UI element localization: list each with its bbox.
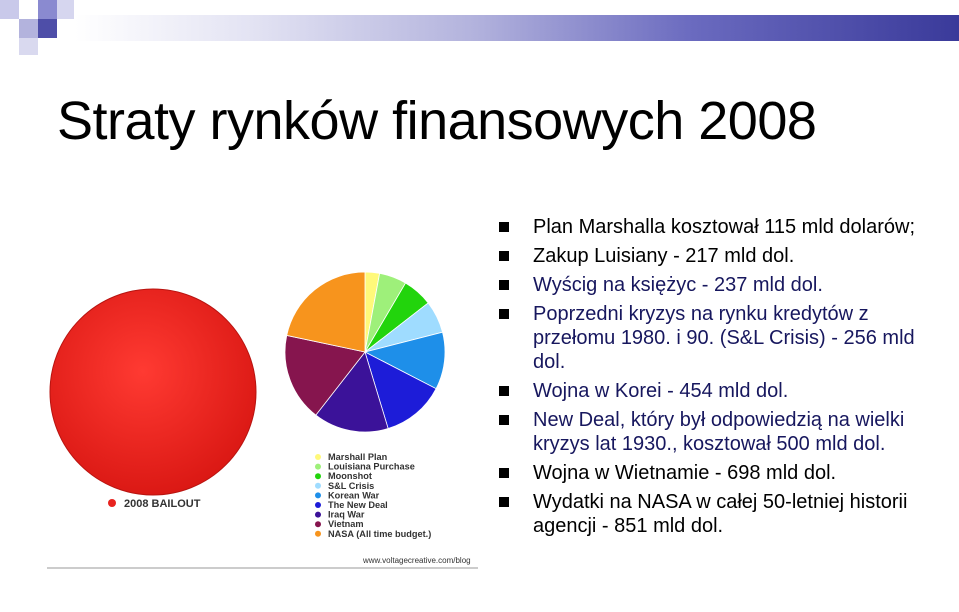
bullet-text: Wojna w Wietnamie - 698 mld dol. bbox=[533, 462, 837, 484]
bullet-item bbox=[497, 408, 917, 456]
bullet-list bbox=[497, 215, 917, 543]
decor-square-6 bbox=[19, 19, 38, 38]
legend-label: NASA (All time budget.) bbox=[328, 528, 432, 539]
bullet-text: Wydatki na NASA w całej 50-letniej historii agencji - 851 mld dol. bbox=[533, 491, 908, 537]
legend-label: Marshall Plan bbox=[328, 452, 388, 462]
bullet-item bbox=[497, 461, 917, 485]
decor-square-7 bbox=[38, 19, 57, 38]
bullet-item bbox=[497, 215, 917, 239]
bullet-square-icon bbox=[499, 497, 509, 507]
legend-dot bbox=[315, 531, 321, 537]
bullet-square-icon bbox=[499, 222, 509, 232]
legend-dot bbox=[315, 502, 321, 508]
chart-credit: www.voltagecreative.com/blog bbox=[363, 556, 471, 565]
decor-square-1 bbox=[0, 0, 19, 19]
bullet-square-icon bbox=[499, 280, 509, 290]
small-pie-legend bbox=[315, 452, 431, 539]
chart-panel bbox=[45, 262, 478, 572]
legend-label: S&L Crisis bbox=[328, 480, 375, 491]
bullet-square-icon bbox=[499, 386, 509, 396]
bullet-square-icon bbox=[499, 468, 509, 478]
bailout-legend-dot bbox=[108, 499, 116, 507]
legend-label: Louisiana Purchase bbox=[328, 461, 415, 472]
small-pie bbox=[285, 272, 445, 432]
bullet-square-icon bbox=[499, 415, 509, 425]
slide-title: Straty rynków finansowych 2008 bbox=[57, 91, 817, 151]
bullet-text: Poprzedni kryzys na rynku kredytów z przełomu 1980. i 90. (S&L Crisis) - 256 mld dol. bbox=[533, 303, 915, 373]
legend-label: Moonshot bbox=[328, 471, 372, 482]
decor-square-2 bbox=[19, 0, 38, 19]
bullet-item bbox=[497, 302, 917, 374]
bailout-legend-label: 2008 BAILOUT bbox=[124, 498, 201, 510]
bullet-item bbox=[497, 244, 917, 268]
bullet-text: Plan Marshalla kosztował 115 mld dolarów; bbox=[533, 216, 916, 238]
legend-label: Vietnam bbox=[328, 519, 364, 530]
pie-charts bbox=[45, 262, 478, 572]
decor-square-8 bbox=[19, 38, 38, 55]
bullet-square-icon bbox=[499, 309, 509, 319]
decor-square-3 bbox=[38, 0, 57, 19]
decor-square-4 bbox=[57, 0, 74, 19]
bailout-pie-slice bbox=[50, 289, 256, 495]
bullet-square-icon bbox=[499, 251, 509, 261]
legend-dot bbox=[315, 521, 321, 527]
bullet-text: Wojna w Korei - 454 mld dol. bbox=[533, 380, 789, 402]
legend-dot bbox=[315, 464, 321, 470]
bullet-text: Zakup Luisiany - 217 mld dol. bbox=[533, 245, 795, 267]
header-bar bbox=[75, 15, 959, 41]
bullet-item bbox=[497, 490, 917, 538]
bullet-item bbox=[497, 273, 917, 297]
legend-dot bbox=[315, 512, 321, 518]
legend-dot bbox=[315, 483, 321, 489]
legend-dot bbox=[315, 492, 321, 498]
decor-square-5 bbox=[0, 19, 19, 38]
bullet-item bbox=[497, 379, 917, 403]
legend-label: Iraq War bbox=[328, 509, 365, 520]
legend-dot bbox=[315, 454, 321, 460]
legend-dot bbox=[315, 473, 321, 479]
bullet-text: New Deal, który był odpowiedzią na wielki kryzys lat 1930., kosztował 500 mld dol. bbox=[533, 409, 905, 455]
legend-label: The New Deal bbox=[328, 500, 388, 510]
bullet-text: Wyścig na księżyc - 237 mld dol. bbox=[533, 274, 823, 296]
legend-label: Korean War bbox=[328, 490, 380, 501]
